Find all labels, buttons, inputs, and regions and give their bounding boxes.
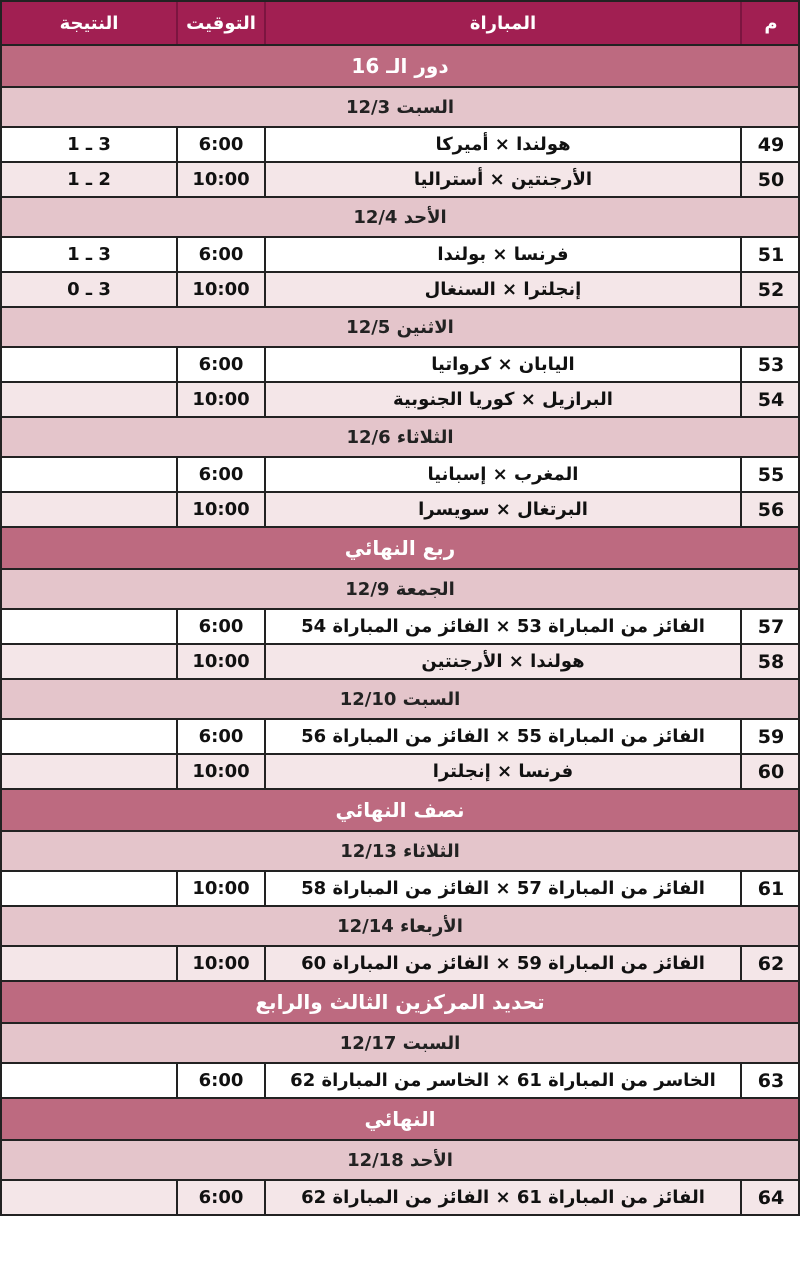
date-label: الجمعة 12/9 (345, 578, 455, 600)
match-time: 10:00 (176, 755, 264, 788)
date-label: الثلاثاء 12/13 (340, 840, 460, 862)
match-time: 10:00 (176, 493, 264, 526)
stage-row (0, 46, 800, 88)
match-row (0, 872, 800, 907)
match-row (0, 755, 800, 790)
match-row (0, 128, 800, 163)
match-row (0, 947, 800, 982)
match-result (2, 1064, 176, 1097)
match-row (0, 348, 800, 383)
match-result: 3 ـ 1 (67, 244, 111, 265)
date-label: الأحد 12/18 (347, 1149, 453, 1171)
match-row (0, 493, 800, 528)
header-result: النتيجة (59, 12, 119, 34)
match-result: 3 ـ 1 (67, 134, 111, 155)
match-time: 6:00 (176, 348, 264, 381)
match-time: 10:00 (176, 273, 264, 306)
match-number: 53 (740, 348, 800, 381)
match-number: 63 (740, 1064, 800, 1097)
header-time: التوقيت (176, 2, 264, 44)
match-time: 10:00 (176, 163, 264, 196)
date-label: السبت 12/10 (339, 688, 461, 710)
match-row (0, 720, 800, 755)
match-row (0, 273, 800, 308)
match-teams: البرازيل × كوريا الجنوبية (264, 383, 740, 416)
match-result (2, 493, 176, 526)
match-teams: إنجلترا × السنغال (264, 273, 740, 306)
match-result (2, 610, 176, 643)
date-label: الثلاثاء 12/6 (346, 426, 454, 448)
match-teams: هولندا × الأرجنتين (264, 645, 740, 678)
match-time: 10:00 (176, 383, 264, 416)
match-time: 6:00 (176, 1181, 264, 1214)
match-result (2, 458, 176, 491)
match-result (2, 947, 176, 980)
stage-row (0, 1099, 800, 1141)
stage-title: دور الـ 16 (351, 54, 449, 78)
match-teams: الفائز من المباراة 61 × الفائز من المباراة 62 (264, 1181, 740, 1214)
match-time: 10:00 (176, 645, 264, 678)
match-row (0, 238, 800, 273)
match-time: 6:00 (176, 458, 264, 491)
match-teams: اليابان × كرواتيا (264, 348, 740, 381)
match-number: 62 (740, 947, 800, 980)
date-label: الأحد 12/4 (353, 206, 447, 228)
match-result (2, 348, 176, 381)
stage-row (0, 528, 800, 570)
stage-row (0, 790, 800, 832)
match-number: 56 (740, 493, 800, 526)
match-teams: الفائز من المباراة 53 × الفائز من المباراة 54 (264, 610, 740, 643)
stage-title: ربع النهائي (344, 536, 456, 560)
match-row (0, 1181, 800, 1216)
match-row (0, 383, 800, 418)
date-label: الاثنين 12/5 (346, 316, 454, 338)
match-result: 2 ـ 1 (67, 169, 111, 190)
match-row (0, 610, 800, 645)
match-teams: البرتغال × سويسرا (264, 493, 740, 526)
match-result (2, 645, 176, 678)
match-number: 51 (740, 238, 800, 271)
match-result (2, 1181, 176, 1214)
date-row (0, 570, 800, 610)
date-row (0, 1141, 800, 1181)
stage-title: النهائي (364, 1107, 436, 1131)
match-time: 6:00 (176, 610, 264, 643)
match-teams: الفائز من المباراة 55 × الفائز من المباراة 56 (264, 720, 740, 753)
match-number: 54 (740, 383, 800, 416)
match-teams: الخاسر من المباراة 61 × الخاسر من المباراة 62 (264, 1064, 740, 1097)
match-result (2, 872, 176, 905)
stage-title: تحديد المركزين الثالث والرابع (255, 990, 545, 1014)
match-number: 59 (740, 720, 800, 753)
match-number: 55 (740, 458, 800, 491)
match-time: 6:00 (176, 238, 264, 271)
match-result (2, 755, 176, 788)
match-number: 60 (740, 755, 800, 788)
match-time: 6:00 (176, 128, 264, 161)
match-teams: فرنسا × بولندا (264, 238, 740, 271)
match-time: 10:00 (176, 947, 264, 980)
date-label: الأربعاء 12/14 (337, 915, 463, 937)
table-header (0, 0, 800, 46)
match-number: 50 (740, 163, 800, 196)
date-row (0, 832, 800, 872)
date-row (0, 88, 800, 128)
match-teams: الفائز من المباراة 57 × الفائز من المباراة 58 (264, 872, 740, 905)
header-match: المباراة (264, 2, 740, 44)
match-row (0, 163, 800, 198)
date-row (0, 418, 800, 458)
stage-title: نصف النهائي (335, 798, 465, 822)
match-result (2, 720, 176, 753)
match-teams: الأرجنتين × أستراليا (264, 163, 740, 196)
header-number: م (740, 2, 800, 44)
match-number: 58 (740, 645, 800, 678)
match-row (0, 645, 800, 680)
date-label: السبت 12/17 (339, 1032, 461, 1054)
date-row (0, 680, 800, 720)
match-teams: الفائز من المباراة 59 × الفائز من المباراة 60 (264, 947, 740, 980)
date-row (0, 308, 800, 348)
match-teams: المغرب × إسبانيا (264, 458, 740, 491)
match-number: 52 (740, 273, 800, 306)
match-teams: هولندا × أميركا (264, 128, 740, 161)
date-row (0, 198, 800, 238)
date-label: السبت 12/3 (345, 96, 455, 118)
match-row (0, 458, 800, 493)
match-result: 3 ـ 0 (67, 279, 111, 300)
stage-row (0, 982, 800, 1024)
date-row (0, 907, 800, 947)
match-time: 10:00 (176, 872, 264, 905)
match-result (2, 383, 176, 416)
match-time: 6:00 (176, 1064, 264, 1097)
match-number: 49 (740, 128, 800, 161)
match-row (0, 1064, 800, 1099)
match-number: 57 (740, 610, 800, 643)
match-number: 64 (740, 1181, 800, 1214)
match-number: 61 (740, 872, 800, 905)
match-teams: فرنسا × إنجلترا (264, 755, 740, 788)
date-row (0, 1024, 800, 1064)
match-time: 6:00 (176, 720, 264, 753)
